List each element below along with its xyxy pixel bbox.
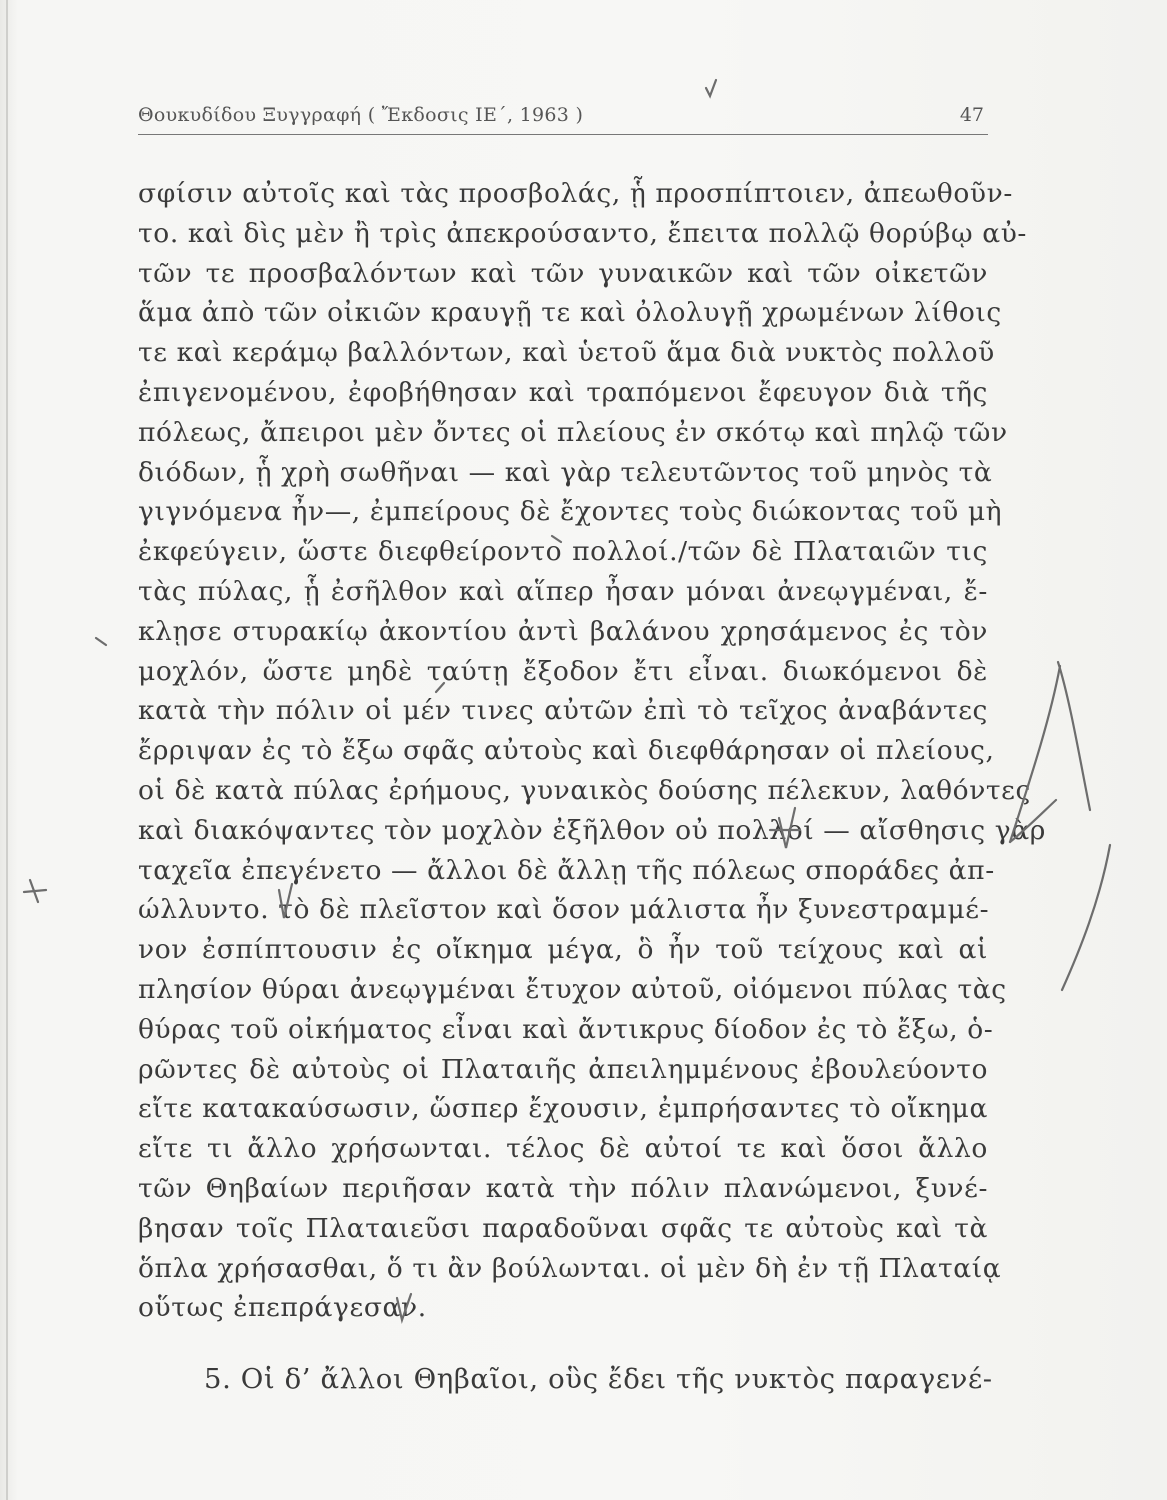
text-line: εἴτε τι ἄλλο χρήσωνται. τέλος δὲ αὐτοί τε καὶ ὅσοι ἄλλο	[138, 1133, 988, 1165]
text-line: ἐπιγενομένου, ἐφοβήθησαν καὶ τραπόμενοι ἔφευγον διὰ τῆς	[138, 376, 988, 408]
text-line: ρῶντες δὲ αὐτοὺς οἱ Πλαταιῆς ἀπειλημμένους ἐβουλεύοντο	[138, 1053, 988, 1085]
text-line: ἅμα ἀπὸ τῶν οἰκιῶν κραυγῇ τε καὶ ὀλολυγῇ χρωμένων λίθοις	[138, 297, 1002, 329]
text-line: τὰς πύλας, ᾗ ἐσῆλθον καὶ αἵπερ ἦσαν μόναι ἀνεῳγμέναι, ἔ-	[138, 575, 988, 607]
section-5-opening: 5. Οἱ δ’ ἄλλοι Θηβαῖοι, οὓς ἔδει τῆς νυκτὸς παραγενέ-	[204, 1363, 993, 1395]
text-line: καὶ διακόψαντες τὸν μοχλὸν ἐξῆλθον οὐ πολλοί — αἴσθησις γὰρ	[138, 814, 1046, 846]
text-line: οἱ δὲ κατὰ πύλας ἐρήμους, γυναικὸς δούσης πέλεκυν, λαθόντες	[138, 774, 1031, 806]
text-line: τε καὶ κεράμῳ βαλλόντων, καὶ ὑετοῦ ἅμα διὰ νυκτὸς πολλοῦ	[138, 337, 995, 369]
text-line: σφίσιν αὐτοῖς καὶ τὰς προσβολάς, ᾗ προσπίπτοιεν, ἀπεωθοῦν-	[138, 178, 1013, 209]
text-line: βησαν τοῖς Πλαταιεῦσι παραδοῦναι σφᾶς τε αὐτοὺς καὶ τὰ	[138, 1212, 988, 1244]
text-line: ἔρριψαν ἐς τὸ ἔξω σφᾶς αὐτοὺς καὶ διεφθάρησαν οἱ πλείους,	[138, 735, 995, 767]
binding-edge	[6, 0, 8, 1500]
text-line: κατὰ τὴν πόλιν οἱ μέν τινες αὐτῶν ἐπὶ τὸ τεῖχος ἀναβάντες	[138, 695, 988, 727]
text-line: διόδων, ᾗ χρὴ σωθῆναι — καὶ γὰρ τελευτῶντος τοῦ μηνὸς τὰ	[138, 456, 993, 488]
header-title: Θουκυδίδου Ξυγγραφή ( Ἔκδοσις ΙΕ΄, 1963 )	[138, 104, 584, 126]
text-line: μοχλόν, ὥστε μηδὲ ταύτῃ ἔξοδον ἔτι εἶναι. διωκόμενοι δὲ	[138, 655, 988, 687]
text-line: οὕτως ἐπεπράγεσαν.	[138, 1292, 427, 1324]
text-line: τῶν Θηβαίων περιῆσαν κατὰ τὴν πόλιν πλανώμενοι, ξυνέ-	[138, 1172, 988, 1204]
main-text	[138, 174, 1046, 1328]
text-line: ὅπλα χρήσασθαι, ὅ τι ἂν βούλωνται. οἱ μὲν δὴ ἐν τῇ Πλαταίᾳ	[138, 1252, 1002, 1284]
text-line: θύρας τοῦ οἰκήματος εἶναι καὶ ἄντικρυς δίοδον ἐς τὸ ἔξω, ὁ-	[138, 1013, 994, 1045]
text-line: πλησίον θύραι ἀνεῳγμέναι ἔτυχον αὐτοῦ, οἰόμενοι πύλας τὰς	[138, 973, 1007, 1005]
text-line: εἴτε κατακαύσωσιν, ὥσπερ ἔχουσιν, ἐμπρήσαντες τὸ οἴκημα	[138, 1093, 988, 1125]
text-line: νον ἐσπίπτουσιν ἐς οἴκημα μέγα, ὃ ἦν τοῦ τείχους καὶ αἱ	[138, 934, 988, 966]
check-mark-icon	[706, 80, 716, 96]
text-line: γιγνόμενα ἦν—, ἐμπείρους δὲ ἔχοντες τοὺς διώκοντας τοῦ μὴ	[138, 496, 1003, 528]
page-number: 47	[959, 104, 984, 126]
text-line: τῶν τε προσβαλόντων καὶ τῶν γυναικῶν καὶ τῶν οἰκετῶν	[138, 257, 988, 289]
text-line: κλῃσε στυρακίῳ ἀκοντίου ἀντὶ βαλάνου χρησάμενος ἐς τὸν	[138, 615, 988, 647]
tick-mark-icon	[96, 638, 106, 645]
text-line: ἐκφεύγειν, ὥστε διεφθείροντο πολλοί./τῶν δὲ Πλαταιῶν τις	[138, 536, 988, 568]
running-header	[138, 98, 988, 135]
margin-stroke-icon	[1058, 662, 1090, 810]
text-line: ταχεῖα ἐπεγένετο — ἄλλοι δὲ ἄλλῃ τῆς πόλεως σποράδες ἀπ-	[138, 854, 995, 886]
margin-stroke-icon	[1062, 845, 1110, 990]
text-line: το. καὶ δὶς μὲν ἢ τρὶς ἀπεκρούσαντο, ἔπειτα πολλῷ θορύβῳ αὐ-	[138, 217, 1027, 249]
text-line: ώλλυντο. τὸ δὲ πλεῖστον καὶ ὅσον μάλιστα ἦν ξυνεστραμμέ-	[138, 894, 990, 926]
text-line: πόλεως, ἄπειροι μὲν ὄντες οἱ πλείους ἐν σκότῳ καὶ πηλῷ τῶν	[138, 416, 1008, 448]
margin-cross-icon	[24, 880, 46, 902]
